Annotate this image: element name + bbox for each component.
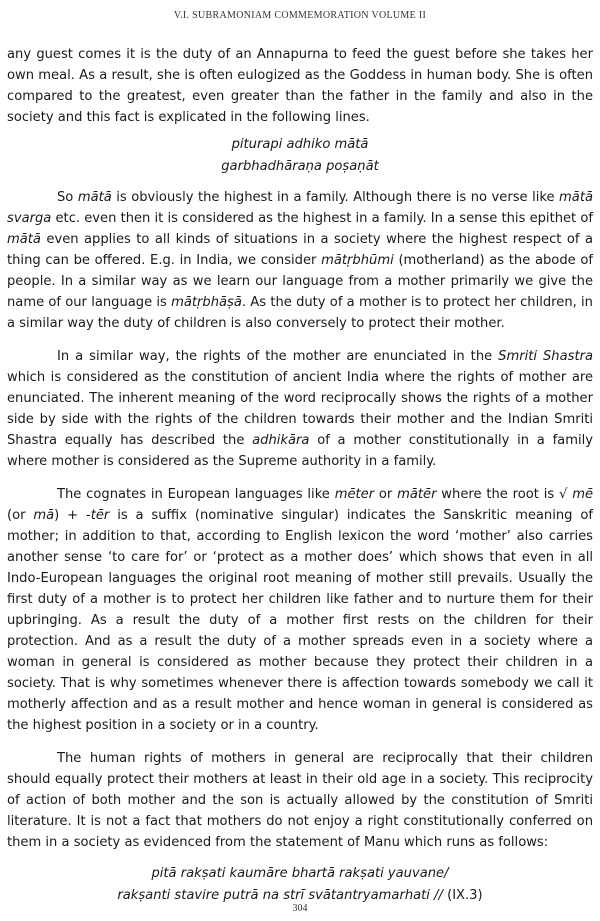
italic-term: Smriti Shastra [498,349,593,364]
verse-2-line-2-text: rakṣanti stavire putrā na strī svātantryamarhati // [117,888,443,903]
italic-term: mātēr [397,487,437,502]
text-run: even applies to all kinds of situations in a society where the highest respect of a thing can be offered. E.g. in India, we consider [7,232,593,268]
italic-term: tēr [90,508,110,523]
paragraph-2 [7,187,593,334]
text-run: which is considered as the constitution of ancient India where the rights of mother are enunciated. The inherent meaning of the word reciprocally shows the rights of a mother side by side with the rights of the children towards their mother and the Indian Smriti Shastra equally has described the [7,370,593,448]
text-run: is a suffix (nominative singular) indicates the Sanskritic meaning of mother; in addition to that, according to English lexicon the word ‘mother’ also carries another sense ‘to care for’ or ‘protect as a mother does’ which shows that even in all Indo-European languages the original root meaning of mother still prevails. Usually the first duty of a mother is to protect her children like father and to nurture them for their upbringing. As a result the duty of a mother first rests on the children for their protection. And as a result the duty of a mother spreads even in a society where a woman in general is considered as mother because they protect their children in a society. That is why sometimes whenever there is affection towards somebody we call it motherly affection and as a result mother and hence woman in general is considered as the highest position in a society or in a country. [7,508,593,733]
page-number: 304 [292,903,308,914]
paragraph-4 [7,484,593,736]
verse-1-line-1: piturapi adhiko mātā [231,137,369,152]
italic-term: mātā [7,232,41,247]
italic-term: mēter [334,487,375,502]
text-run: So [57,190,78,205]
page-body [7,44,593,916]
running-header: V.I. SUBRAMONIAM COMMEMORATION VOLUME II [173,10,427,21]
paragraph-1: any guest comes it is the duty of an Annapurna to feed the guest before she takes her own meal. As a result, she is often eulogized as the Goddess in human body. She is often compared to the greatest, even greater than the father in the family and also in the society and this fact is explicated in the following lines. [7,47,593,125]
italic-term: mātā [77,190,112,205]
verse-1 [7,134,593,178]
text-run: or [374,487,398,502]
text-run: is obviously the highest in a family. Although there is no verse like [111,190,560,205]
verse-reference: (IX.3) [442,888,483,903]
text-run: ) + - [54,508,91,523]
paragraph-3 [7,346,593,472]
text-run: The cognates in European languages like [57,487,335,502]
italic-term: mē [572,487,593,502]
text-run: where the root is √ [436,487,573,502]
verse-2 [7,863,593,907]
verse-1-line-2: garbhadhāraṇa poṣaṇāt [221,159,379,174]
text-run: (motherland) as the abode of people. In a similar way as we learn our language from a mother primarily we give the name of our language is [7,253,593,310]
text-run: In a similar way, the rights of the mother are enunciated in the [57,349,499,364]
text-run: . As the duty of a mother is to protect her children, in a similar way the duty of children is also conversely to protect their mother. [7,295,593,331]
paragraph-5: The human rights of mothers in general are reciprocally that their children should equally protect their mothers at least in their old age in a society. This reciprocity of action of both mother and the son is actually allowed by the constitution of Smriti literature. It is not a fact that mothers do not enjoy a right constitutionally conferred on them in a society as evidenced from the statement of Manu which runs as follows: [7,751,593,850]
italic-term: mātā svarga [7,190,593,226]
italic-term: mā [33,508,55,523]
text-run: of a mother constitutionally in a family where mother is considered as the Supreme authority in a family. [7,433,593,469]
italic-term: mātṛbhūmi [321,253,394,268]
italic-term: mātṛbhāṣā [171,295,242,310]
italic-term: adhikāra [252,433,310,448]
text-run: (or [7,508,34,523]
verse-2-line-1: pitā rakṣati kaumāre bhartā rakṣati yauvane/ [151,866,449,881]
text-run: etc. even then it is considered as the highest in a family. In a sense this epithet of [51,211,593,226]
